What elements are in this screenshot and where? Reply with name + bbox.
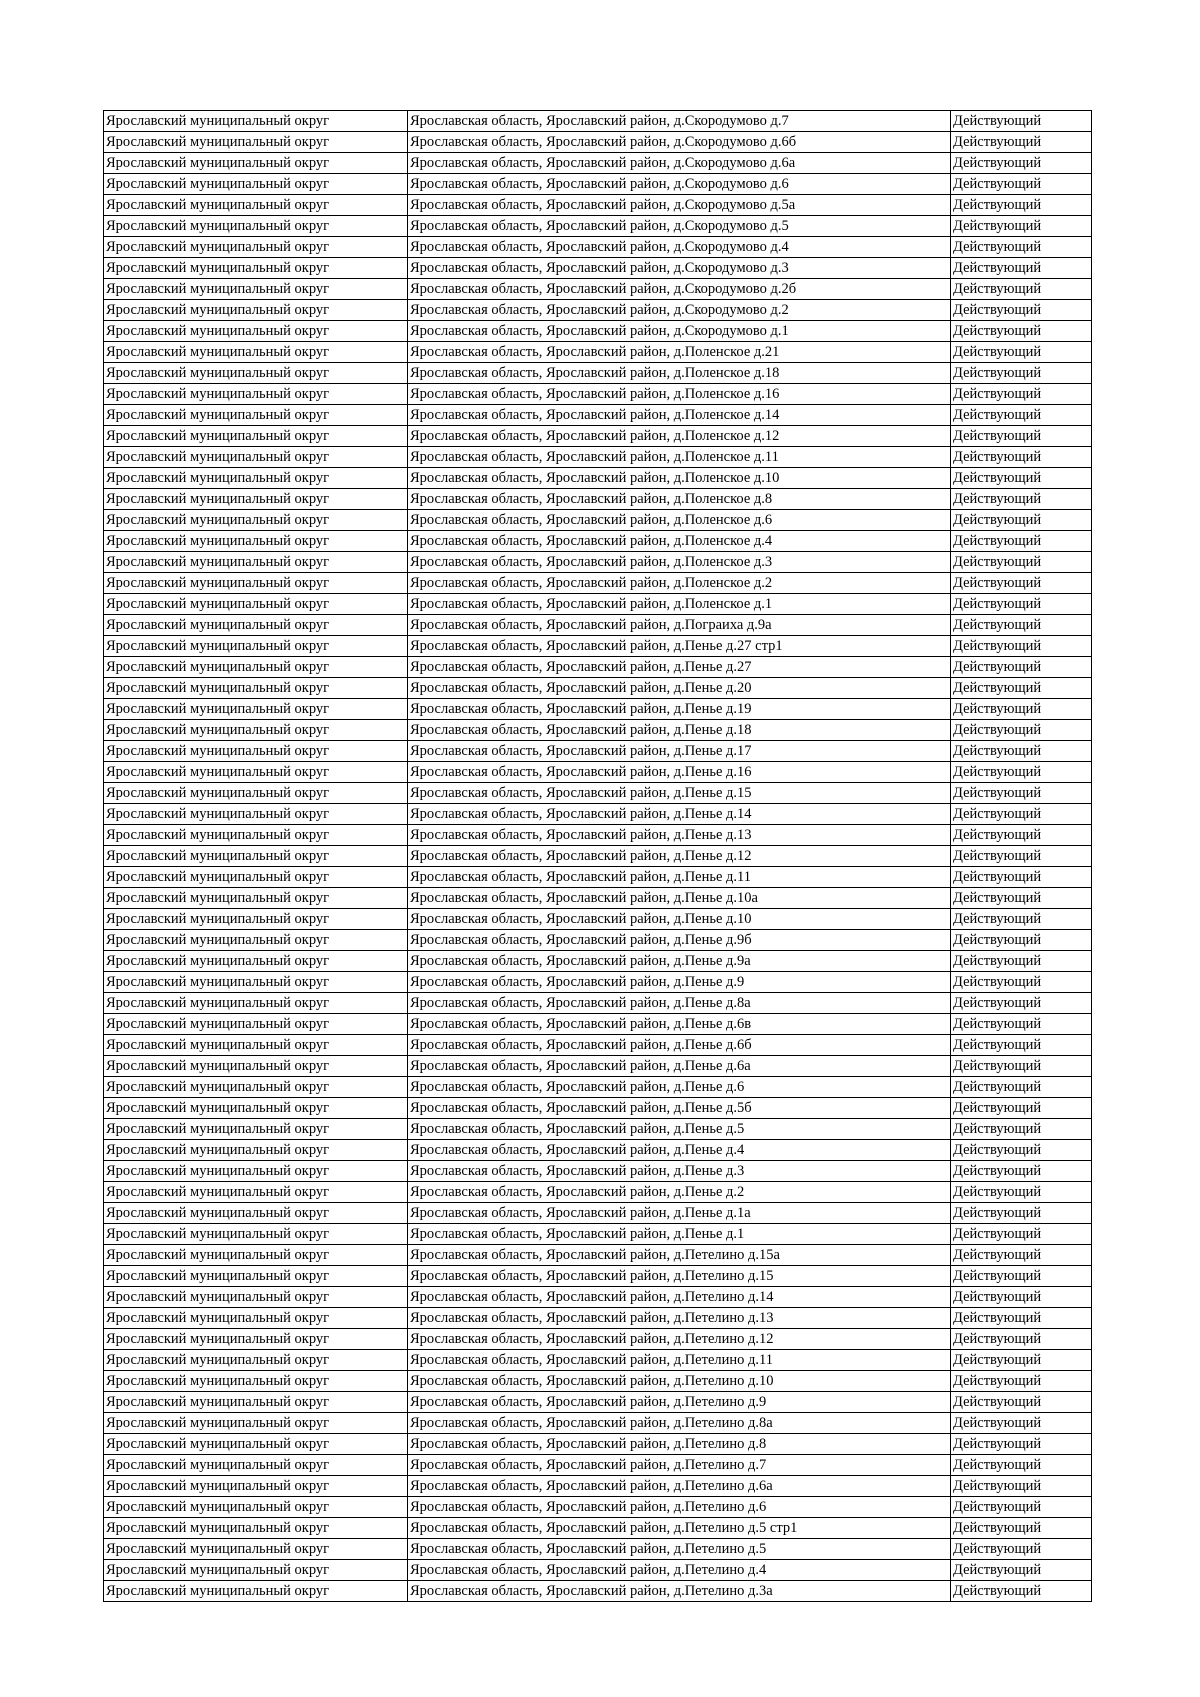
- table-row: [104, 573, 1092, 594]
- address-cell: Ярославская область, Ярославский район, д.Петелино д.9: [408, 1392, 951, 1413]
- municipality-cell: Ярославский муниципальный округ: [104, 216, 408, 237]
- table-row: [104, 1497, 1092, 1518]
- status-cell: Действующий: [951, 342, 1092, 363]
- municipality-cell: Ярославский муниципальный округ: [104, 636, 408, 657]
- municipality-cell: Ярославский муниципальный округ: [104, 573, 408, 594]
- status-cell: Действующий: [951, 783, 1092, 804]
- status-cell: Действующий: [951, 1224, 1092, 1245]
- status-cell: Действующий: [951, 846, 1092, 867]
- status-cell: Действующий: [951, 1560, 1092, 1581]
- municipality-cell: Ярославский муниципальный округ: [104, 384, 408, 405]
- municipality-cell: Ярославский муниципальный округ: [104, 804, 408, 825]
- table-row: [104, 1140, 1092, 1161]
- address-cell: Ярославская область, Ярославский район, д.Скородумово д.2б: [408, 279, 951, 300]
- table-row: [104, 1056, 1092, 1077]
- status-cell: Действующий: [951, 825, 1092, 846]
- municipality-cell: Ярославский муниципальный округ: [104, 678, 408, 699]
- municipality-cell: Ярославский муниципальный округ: [104, 594, 408, 615]
- municipality-cell: Ярославский муниципальный округ: [104, 447, 408, 468]
- table-row: [104, 741, 1092, 762]
- address-cell: Ярославская область, Ярославский район, д.Скородумово д.7: [408, 111, 951, 132]
- table-row: [104, 951, 1092, 972]
- table-row: [104, 1581, 1092, 1602]
- municipality-cell: Ярославский муниципальный округ: [104, 1119, 408, 1140]
- status-cell: Действующий: [951, 384, 1092, 405]
- municipality-cell: Ярославский муниципальный округ: [104, 1434, 408, 1455]
- table-body: [104, 111, 1092, 1602]
- municipality-cell: Ярославский муниципальный округ: [104, 1329, 408, 1350]
- municipality-cell: Ярославский муниципальный округ: [104, 153, 408, 174]
- table-row: [104, 972, 1092, 993]
- status-cell: Действующий: [951, 1371, 1092, 1392]
- table-row: [104, 237, 1092, 258]
- address-cell: Ярославская область, Ярославский район, д.Пенье д.5б: [408, 1098, 951, 1119]
- address-cell: Ярославская область, Ярославский район, д.Пенье д.9б: [408, 930, 951, 951]
- status-cell: Действующий: [951, 1329, 1092, 1350]
- status-cell: Действующий: [951, 1413, 1092, 1434]
- municipality-cell: Ярославский муниципальный округ: [104, 489, 408, 510]
- municipality-cell: Ярославский муниципальный округ: [104, 1035, 408, 1056]
- status-cell: Действующий: [951, 1119, 1092, 1140]
- table-row: [104, 552, 1092, 573]
- address-cell: Ярославская область, Ярославский район, д.Поленское д.4: [408, 531, 951, 552]
- table-row: [104, 195, 1092, 216]
- address-cell: Ярославская область, Ярославский район, д.Пенье д.6в: [408, 1014, 951, 1035]
- table-row: [104, 993, 1092, 1014]
- table-row: [104, 699, 1092, 720]
- table-row: [104, 132, 1092, 153]
- table-row: [104, 825, 1092, 846]
- status-cell: Действующий: [951, 594, 1092, 615]
- table-row: [104, 300, 1092, 321]
- municipality-cell: Ярославский муниципальный округ: [104, 1056, 408, 1077]
- municipality-cell: Ярославский муниципальный округ: [104, 909, 408, 930]
- status-cell: Действующий: [951, 531, 1092, 552]
- status-cell: Действующий: [951, 1035, 1092, 1056]
- address-cell: Ярославская область, Ярославский район, д.Пенье д.1: [408, 1224, 951, 1245]
- address-cell: Ярославская область, Ярославский район, д.Пограиха д.9а: [408, 615, 951, 636]
- municipality-cell: Ярославский муниципальный округ: [104, 468, 408, 489]
- address-cell: Ярославская область, Ярославский район, д.Пенье д.18: [408, 720, 951, 741]
- municipality-cell: Ярославский муниципальный округ: [104, 342, 408, 363]
- table-row: [104, 615, 1092, 636]
- table-row: [104, 1203, 1092, 1224]
- status-cell: Действующий: [951, 1140, 1092, 1161]
- address-cell: Ярославская область, Ярославский район, д.Пенье д.27: [408, 657, 951, 678]
- table-row: [104, 804, 1092, 825]
- address-cell: Ярославская область, Ярославский район, д.Поленское д.2: [408, 573, 951, 594]
- address-cell: Ярославская область, Ярославский район, д.Петелино д.5: [408, 1539, 951, 1560]
- table-row: [104, 909, 1092, 930]
- status-cell: Действующий: [951, 1266, 1092, 1287]
- municipality-cell: Ярославский муниципальный округ: [104, 1077, 408, 1098]
- table-row: [104, 426, 1092, 447]
- table-row: [104, 531, 1092, 552]
- address-cell: Ярославская область, Ярославский район, д.Поленское д.14: [408, 405, 951, 426]
- municipality-cell: Ярославский муниципальный округ: [104, 279, 408, 300]
- status-cell: Действующий: [951, 573, 1092, 594]
- table-row: [104, 1287, 1092, 1308]
- status-cell: Действующий: [951, 552, 1092, 573]
- status-cell: Действующий: [951, 132, 1092, 153]
- status-cell: Действующий: [951, 1518, 1092, 1539]
- address-cell: Ярославская область, Ярославский район, д.Скородумово д.5а: [408, 195, 951, 216]
- municipality-cell: Ярославский муниципальный округ: [104, 888, 408, 909]
- table-row: [104, 1560, 1092, 1581]
- address-cell: Ярославская область, Ярославский район, д.Пенье д.16: [408, 762, 951, 783]
- municipality-cell: Ярославский муниципальный округ: [104, 1140, 408, 1161]
- table-row: [104, 1224, 1092, 1245]
- municipality-cell: Ярославский муниципальный округ: [104, 699, 408, 720]
- status-cell: Действующий: [951, 867, 1092, 888]
- address-cell: Ярославская область, Ярославский район, д.Пенье д.9: [408, 972, 951, 993]
- municipality-cell: Ярославский муниципальный округ: [104, 1266, 408, 1287]
- status-cell: Действующий: [951, 468, 1092, 489]
- municipality-cell: Ярославский муниципальный округ: [104, 132, 408, 153]
- address-cell: Ярославская область, Ярославский район, д.Пенье д.19: [408, 699, 951, 720]
- table-row: [104, 468, 1092, 489]
- municipality-cell: Ярославский муниципальный округ: [104, 426, 408, 447]
- status-cell: Действующий: [951, 762, 1092, 783]
- status-cell: Действующий: [951, 993, 1092, 1014]
- address-cell: Ярославская область, Ярославский район, д.Скородумово д.2: [408, 300, 951, 321]
- status-cell: Действующий: [951, 909, 1092, 930]
- table-row: [104, 174, 1092, 195]
- address-cell: Ярославская область, Ярославский район, д.Пенье д.3: [408, 1161, 951, 1182]
- status-cell: Действующий: [951, 804, 1092, 825]
- address-cell: Ярославская область, Ярославский район, д.Пенье д.4: [408, 1140, 951, 1161]
- address-cell: Ярославская область, Ярославский район, д.Пенье д.27 стр1: [408, 636, 951, 657]
- address-cell: Ярославская область, Ярославский район, д.Петелино д.13: [408, 1308, 951, 1329]
- address-cell: Ярославская область, Ярославский район, д.Пенье д.13: [408, 825, 951, 846]
- address-cell: Ярославская область, Ярославский район, д.Петелино д.3а: [408, 1581, 951, 1602]
- status-cell: Действующий: [951, 1434, 1092, 1455]
- status-cell: Действующий: [951, 153, 1092, 174]
- table-row: [104, 1161, 1092, 1182]
- municipality-cell: Ярославский муниципальный округ: [104, 615, 408, 636]
- municipality-cell: Ярославский муниципальный округ: [104, 1161, 408, 1182]
- address-cell: Ярославская область, Ярославский район, д.Поленское д.10: [408, 468, 951, 489]
- table-row: [104, 930, 1092, 951]
- table-row: [104, 720, 1092, 741]
- municipality-cell: Ярославский муниципальный округ: [104, 531, 408, 552]
- municipality-cell: Ярославский муниципальный округ: [104, 321, 408, 342]
- address-cell: Ярославская область, Ярославский район, д.Поленское д.6: [408, 510, 951, 531]
- address-cell: Ярославская область, Ярославский район, д.Скородумово д.5: [408, 216, 951, 237]
- status-cell: Действующий: [951, 615, 1092, 636]
- municipality-cell: Ярославский муниципальный округ: [104, 657, 408, 678]
- address-cell: Ярославская область, Ярославский район, д.Пенье д.6: [408, 1077, 951, 1098]
- table-row: [104, 1035, 1092, 1056]
- address-cell: Ярославская область, Ярославский район, д.Пенье д.15: [408, 783, 951, 804]
- address-cell: Ярославская область, Ярославский район, д.Пенье д.10: [408, 909, 951, 930]
- address-cell: Ярославская область, Ярославский район, д.Пенье д.12: [408, 846, 951, 867]
- municipality-cell: Ярославский муниципальный округ: [104, 1308, 408, 1329]
- address-cell: Ярославская область, Ярославский район, д.Пенье д.9а: [408, 951, 951, 972]
- status-cell: Действующий: [951, 1392, 1092, 1413]
- address-cell: Ярославская область, Ярославский район, д.Пенье д.6б: [408, 1035, 951, 1056]
- table-row: [104, 888, 1092, 909]
- status-cell: Действующий: [951, 1056, 1092, 1077]
- table-row: [104, 342, 1092, 363]
- address-cell: Ярославская область, Ярославский район, д.Петелино д.6а: [408, 1476, 951, 1497]
- table-row: [104, 1245, 1092, 1266]
- address-cell: Ярославская область, Ярославский район, д.Скородумово д.6а: [408, 153, 951, 174]
- table-row: [104, 783, 1092, 804]
- status-cell: Действующий: [951, 258, 1092, 279]
- table-row: [104, 1476, 1092, 1497]
- municipality-cell: Ярославский муниципальный округ: [104, 195, 408, 216]
- municipality-cell: Ярославский муниципальный округ: [104, 993, 408, 1014]
- table-row: [104, 1455, 1092, 1476]
- address-cell: Ярославская область, Ярославский район, д.Петелино д.8: [408, 1434, 951, 1455]
- status-cell: Действующий: [951, 888, 1092, 909]
- municipality-cell: Ярославский муниципальный округ: [104, 1371, 408, 1392]
- municipality-cell: Ярославский муниципальный округ: [104, 1098, 408, 1119]
- table-row: [104, 363, 1092, 384]
- status-cell: Действующий: [951, 951, 1092, 972]
- address-cell: Ярославская область, Ярославский район, д.Пенье д.20: [408, 678, 951, 699]
- table-row: [104, 489, 1092, 510]
- table-row: [104, 1329, 1092, 1350]
- municipality-cell: Ярославский муниципальный округ: [104, 1203, 408, 1224]
- address-cell: Ярославская область, Ярославский район, д.Пенье д.1а: [408, 1203, 951, 1224]
- municipality-cell: Ярославский муниципальный округ: [104, 825, 408, 846]
- status-cell: Действующий: [951, 1350, 1092, 1371]
- table-row: [104, 216, 1092, 237]
- municipality-cell: Ярославский муниципальный округ: [104, 552, 408, 573]
- status-cell: Действующий: [951, 489, 1092, 510]
- municipality-cell: Ярославский муниципальный округ: [104, 1245, 408, 1266]
- municipality-cell: Ярославский муниципальный округ: [104, 741, 408, 762]
- municipality-cell: Ярославский муниципальный округ: [104, 1581, 408, 1602]
- status-cell: Действующий: [951, 741, 1092, 762]
- table-row: [104, 510, 1092, 531]
- municipality-cell: Ярославский муниципальный округ: [104, 930, 408, 951]
- table-row: [104, 279, 1092, 300]
- status-cell: Действующий: [951, 447, 1092, 468]
- municipality-cell: Ярославский муниципальный округ: [104, 1497, 408, 1518]
- address-cell: Ярославская область, Ярославский район, д.Петелино д.6: [408, 1497, 951, 1518]
- address-cell: Ярославская область, Ярославский район, д.Петелино д.5 стр1: [408, 1518, 951, 1539]
- address-cell: Ярославская область, Ярославский район, д.Скородумово д.3: [408, 258, 951, 279]
- status-cell: Действующий: [951, 1014, 1092, 1035]
- status-cell: Действующий: [951, 678, 1092, 699]
- table-row: [104, 1371, 1092, 1392]
- municipality-cell: Ярославский муниципальный округ: [104, 1287, 408, 1308]
- municipality-cell: Ярославский муниципальный округ: [104, 783, 408, 804]
- address-cell: Ярославская область, Ярославский район, д.Поленское д.16: [408, 384, 951, 405]
- status-cell: Действующий: [951, 1539, 1092, 1560]
- status-cell: Действующий: [951, 363, 1092, 384]
- address-cell: Ярославская область, Ярославский район, д.Петелино д.7: [408, 1455, 951, 1476]
- table-row: [104, 1539, 1092, 1560]
- status-cell: Действующий: [951, 1161, 1092, 1182]
- address-cell: Ярославская область, Ярославский район, д.Пенье д.2: [408, 1182, 951, 1203]
- status-cell: Действующий: [951, 636, 1092, 657]
- status-cell: Действующий: [951, 510, 1092, 531]
- municipality-cell: Ярославский муниципальный округ: [104, 300, 408, 321]
- table-row: [104, 657, 1092, 678]
- table-row: [104, 1098, 1092, 1119]
- status-cell: Действующий: [951, 930, 1092, 951]
- table-row: [104, 1413, 1092, 1434]
- status-cell: Действующий: [951, 1476, 1092, 1497]
- table-row: [104, 762, 1092, 783]
- status-cell: Действующий: [951, 699, 1092, 720]
- municipality-cell: Ярославский муниципальный округ: [104, 720, 408, 741]
- municipality-cell: Ярославский муниципальный округ: [104, 867, 408, 888]
- status-cell: Действующий: [951, 972, 1092, 993]
- municipality-cell: Ярославский муниципальный округ: [104, 1182, 408, 1203]
- municipality-cell: Ярославский муниципальный округ: [104, 1413, 408, 1434]
- municipality-cell: Ярославский муниципальный округ: [104, 1455, 408, 1476]
- table-row: [104, 1308, 1092, 1329]
- table-row: [104, 258, 1092, 279]
- table-row: [104, 405, 1092, 426]
- address-cell: Ярославская область, Ярославский район, д.Пенье д.8а: [408, 993, 951, 1014]
- municipality-cell: Ярославский муниципальный округ: [104, 1350, 408, 1371]
- status-cell: Действующий: [951, 237, 1092, 258]
- table-row: [104, 384, 1092, 405]
- municipality-cell: Ярославский муниципальный округ: [104, 510, 408, 531]
- municipality-cell: Ярославский муниципальный округ: [104, 1560, 408, 1581]
- municipality-cell: Ярославский муниципальный округ: [104, 1014, 408, 1035]
- municipality-cell: Ярославский муниципальный округ: [104, 1392, 408, 1413]
- table-row: [104, 1182, 1092, 1203]
- address-cell: Ярославская область, Ярославский район, д.Петелино д.15а: [408, 1245, 951, 1266]
- status-cell: Действующий: [951, 1308, 1092, 1329]
- municipality-cell: Ярославский муниципальный округ: [104, 237, 408, 258]
- status-cell: Действующий: [951, 426, 1092, 447]
- municipality-cell: Ярославский муниципальный округ: [104, 405, 408, 426]
- table-row: [104, 1350, 1092, 1371]
- municipality-cell: Ярославский муниципальный округ: [104, 1224, 408, 1245]
- municipality-cell: Ярославский муниципальный округ: [104, 111, 408, 132]
- status-cell: Действующий: [951, 174, 1092, 195]
- address-cell: Ярославская область, Ярославский район, д.Поленское д.18: [408, 363, 951, 384]
- status-cell: Действующий: [951, 405, 1092, 426]
- address-cell: Ярославская область, Ярославский район, д.Пенье д.11: [408, 867, 951, 888]
- address-cell: Ярославская область, Ярославский район, д.Скородумово д.4: [408, 237, 951, 258]
- address-cell: Ярославская область, Ярославский район, д.Поленское д.21: [408, 342, 951, 363]
- address-cell: Ярославская область, Ярославский район, д.Петелино д.14: [408, 1287, 951, 1308]
- municipality-cell: Ярославский муниципальный округ: [104, 951, 408, 972]
- address-cell: Ярославская область, Ярославский район, д.Скородумово д.6б: [408, 132, 951, 153]
- status-cell: Действующий: [951, 321, 1092, 342]
- status-cell: Действующий: [951, 1182, 1092, 1203]
- table-row: [104, 1014, 1092, 1035]
- table-row: [104, 1518, 1092, 1539]
- status-cell: Действующий: [951, 300, 1092, 321]
- status-cell: Действующий: [951, 1098, 1092, 1119]
- status-cell: Действующий: [951, 1203, 1092, 1224]
- table-row: [104, 867, 1092, 888]
- status-cell: Действующий: [951, 1287, 1092, 1308]
- address-cell: Ярославская область, Ярославский район, д.Поленское д.8: [408, 489, 951, 510]
- table-row: [104, 1392, 1092, 1413]
- table-row: [104, 1434, 1092, 1455]
- address-cell: Ярославская область, Ярославский район, д.Пенье д.14: [408, 804, 951, 825]
- municipality-cell: Ярославский муниципальный округ: [104, 972, 408, 993]
- address-cell: Ярославская область, Ярославский район, д.Поленское д.1: [408, 594, 951, 615]
- table-row: [104, 594, 1092, 615]
- table-row: [104, 447, 1092, 468]
- address-cell: Ярославская область, Ярославский район, д.Скородумово д.1: [408, 321, 951, 342]
- status-cell: Действующий: [951, 216, 1092, 237]
- municipality-cell: Ярославский муниципальный округ: [104, 174, 408, 195]
- address-cell: Ярославская область, Ярославский район, д.Петелино д.8а: [408, 1413, 951, 1434]
- municipality-cell: Ярославский муниципальный округ: [104, 762, 408, 783]
- status-cell: Действующий: [951, 1497, 1092, 1518]
- status-cell: Действующий: [951, 195, 1092, 216]
- address-cell: Ярославская область, Ярославский район, д.Скородумово д.6: [408, 174, 951, 195]
- status-cell: Действующий: [951, 1455, 1092, 1476]
- address-cell: Ярославская область, Ярославский район, д.Петелино д.15: [408, 1266, 951, 1287]
- table-row: [104, 1119, 1092, 1140]
- address-cell: Ярославская область, Ярославский район, д.Поленское д.11: [408, 447, 951, 468]
- address-cell: Ярославская область, Ярославский район, д.Пенье д.6а: [408, 1056, 951, 1077]
- address-cell: Ярославская область, Ярославский район, д.Пенье д.17: [408, 741, 951, 762]
- table-row: [104, 153, 1092, 174]
- address-cell: Ярославская область, Ярославский район, д.Петелино д.4: [408, 1560, 951, 1581]
- address-cell: Ярославская область, Ярославский район, д.Пенье д.10а: [408, 888, 951, 909]
- address-cell: Ярославская область, Ярославский район, д.Петелино д.12: [408, 1329, 951, 1350]
- address-cell: Ярославская область, Ярославский район, д.Петелино д.10: [408, 1371, 951, 1392]
- address-cell: Ярославская область, Ярославский район, д.Поленское д.12: [408, 426, 951, 447]
- address-cell: Ярославская область, Ярославский район, д.Петелино д.11: [408, 1350, 951, 1371]
- table-row: [104, 636, 1092, 657]
- municipality-cell: Ярославский муниципальный округ: [104, 363, 408, 384]
- status-cell: Действующий: [951, 657, 1092, 678]
- status-cell: Действующий: [951, 1077, 1092, 1098]
- table-row: [104, 321, 1092, 342]
- address-registry-table: [103, 110, 1092, 1602]
- municipality-cell: Ярославский муниципальный округ: [104, 1476, 408, 1497]
- municipality-cell: Ярославский муниципальный округ: [104, 1539, 408, 1560]
- municipality-cell: Ярославский муниципальный округ: [104, 1518, 408, 1539]
- table-row: [104, 678, 1092, 699]
- status-cell: Действующий: [951, 111, 1092, 132]
- table-row: [104, 111, 1092, 132]
- table-row: [104, 1266, 1092, 1287]
- status-cell: Действующий: [951, 1581, 1092, 1602]
- municipality-cell: Ярославский муниципальный округ: [104, 846, 408, 867]
- status-cell: Действующий: [951, 1245, 1092, 1266]
- status-cell: Действующий: [951, 279, 1092, 300]
- table-row: [104, 846, 1092, 867]
- table-row: [104, 1077, 1092, 1098]
- municipality-cell: Ярославский муниципальный округ: [104, 258, 408, 279]
- address-cell: Ярославская область, Ярославский район, д.Поленское д.3: [408, 552, 951, 573]
- status-cell: Действующий: [951, 720, 1092, 741]
- address-cell: Ярославская область, Ярославский район, д.Пенье д.5: [408, 1119, 951, 1140]
